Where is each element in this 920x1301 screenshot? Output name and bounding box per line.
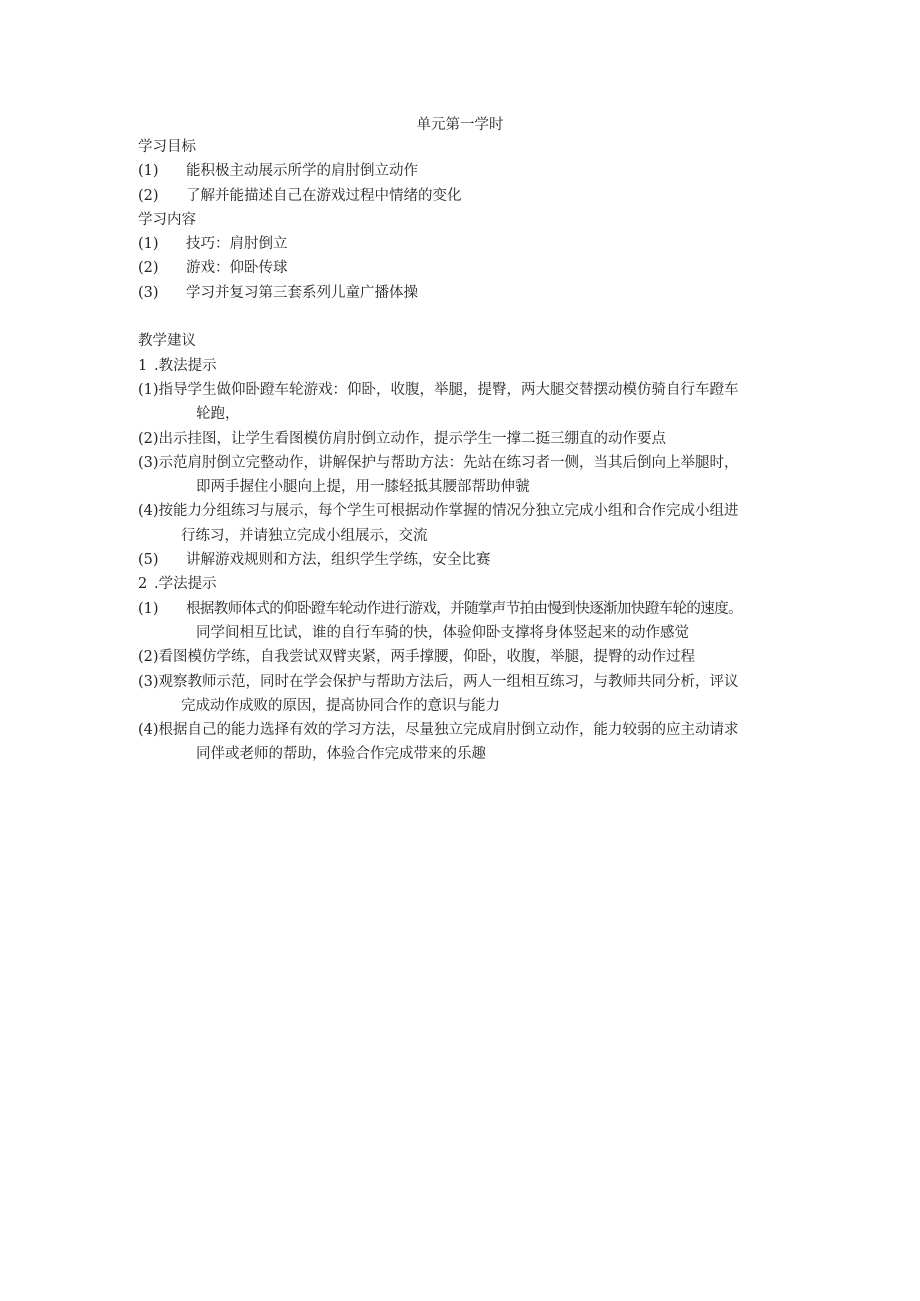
content-text: 游戏：仰卧传球 [186, 260, 288, 277]
content-item [138, 281, 798, 305]
learning-item [138, 670, 798, 694]
item-number: (4) [138, 503, 159, 520]
content-item [138, 232, 798, 256]
spacer [138, 305, 798, 329]
item-number: (3) [138, 673, 159, 690]
learning-item [138, 718, 798, 742]
item-text: 指导学生做仰卧蹬车轮游戏：仰卧，收腹，举腿，提臀，两大腿交替摆动模仿骑自行车蹬车 [158, 381, 739, 398]
goals-heading: 学习目标 [138, 139, 196, 155]
item-text: 讲解游戏规则和方法，组织学生学练，安全比赛 [186, 552, 491, 569]
teaching-item [138, 548, 798, 572]
content-number: (1) [138, 236, 159, 253]
section-label: .教法提示 [154, 357, 217, 374]
content-number: (3) [138, 284, 159, 301]
item-number: (2) [138, 430, 159, 447]
page-title: 单元第一学时 [416, 117, 504, 133]
content-text: 技巧：肩肘倒立 [186, 236, 288, 253]
suggestions-heading: 教学建议 [138, 333, 196, 350]
item-number: (4) [138, 722, 159, 739]
learning-item [138, 597, 798, 621]
goal-number: (2) [138, 187, 159, 204]
section-number: 1 [138, 357, 148, 374]
item-continuation: 即两手握住小腿向上提，用一膝轻抵其腰部帮助伸虢 [196, 479, 530, 496]
goal-item [138, 159, 798, 183]
item-continuation: 行练习，并请独立完成小组展示，交流 [181, 527, 428, 544]
item-number: (3) [138, 454, 159, 471]
content-number: (2) [138, 260, 159, 277]
item-continuation: 同伴或老师的帮助，体验合作完成带来的乐趣 [196, 746, 486, 763]
teaching-item [138, 427, 798, 451]
goal-number: (1) [138, 163, 159, 180]
teaching-item [138, 378, 798, 402]
content-heading: 学习内容 [138, 211, 196, 228]
item-number: (2) [138, 649, 159, 666]
item-continuation: 轮跑， [196, 406, 240, 423]
section-number: 2 [138, 576, 148, 593]
item-continuation: 同学间相互比试，谁的自行车骑的快，体验仰卧支撑将身体竖起来的动作感觉 [196, 624, 689, 641]
teaching-item [138, 499, 798, 523]
learning-item [138, 645, 798, 669]
item-text: 看图模仿学练，自我尝试双臂夹紧，两手撑腰，仰卧，收腹，举腿，提臀的动作过程 [158, 649, 696, 666]
item-number: (5) [138, 552, 159, 569]
teaching-tips-heading [138, 354, 798, 378]
section-label: .学法提示 [154, 576, 217, 593]
goal-text: 能积极主动展示所学的肩肘倒立动作 [186, 163, 418, 180]
item-text: 出示挂图，让学生看图模仿肩肘倒立动作，提示学生一撑二挺三绷直的动作要点 [158, 430, 667, 447]
item-number: (1) [138, 600, 159, 617]
goal-item [138, 184, 798, 208]
item-text: 示范肩肘倒立完整动作，讲解保护与帮助方法：先站在练习者一侧，当其后倒向上举腿时， [158, 454, 739, 471]
item-text: 观察教师示范，同时在学会保护与帮助方法后，两人一组相互练习，与教师共同分析，评议 [158, 673, 739, 690]
content-text: 学习并复习第三套系列儿童广播体操 [186, 284, 418, 301]
content-item [138, 256, 798, 280]
learning-tips-heading [138, 572, 798, 596]
item-text: 按能力分组练习与展示，每个学生可根据动作掌握的情况分独立完成小组和合作完成小组进 [158, 503, 739, 520]
item-text: 根据教师体式的仰卧蹬车轮动作进行游戏，并随掌声节拍由慢到快逐渐加快蹬车轮的速度。 [186, 600, 742, 617]
item-text: 根据自己的能力选择有效的学习方法，尽量独立完成肩肘倒立动作，能力较弱的应主动请求 [158, 722, 739, 739]
goal-text: 了解并能描述自己在游戏过程中情绪的变化 [186, 187, 462, 204]
item-continuation: 完成动作成败的原因，提高协同合作的意识与能力 [181, 697, 500, 714]
teaching-item [138, 451, 798, 475]
item-number: (1) [138, 381, 159, 398]
document-body [138, 135, 798, 767]
